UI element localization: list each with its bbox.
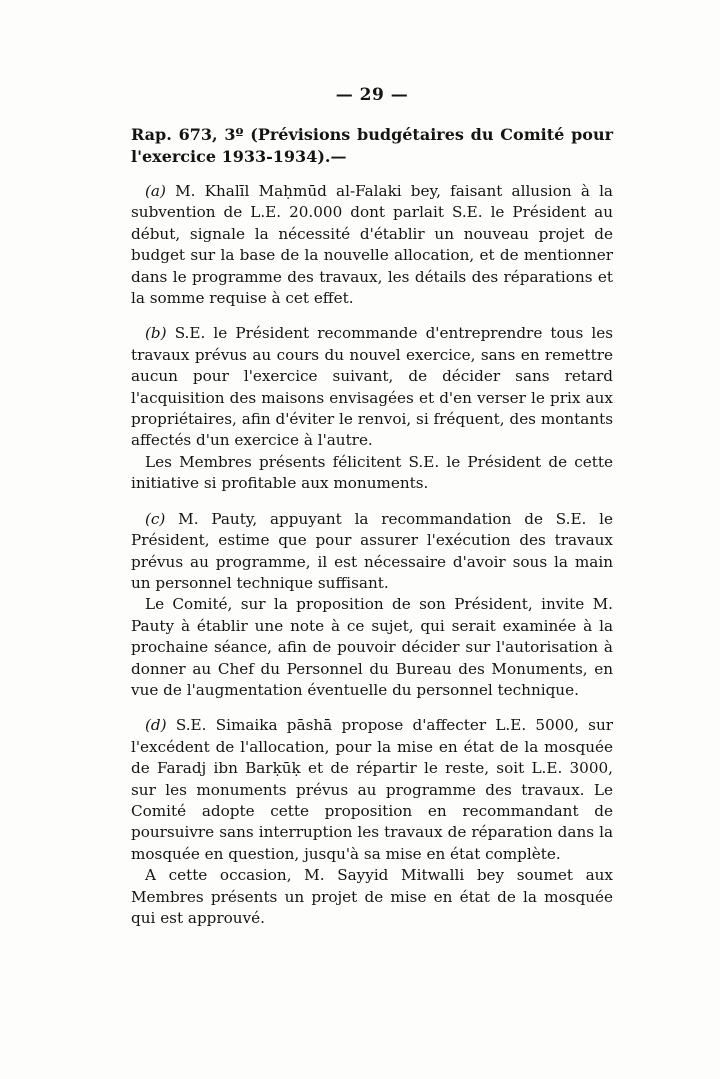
section-heading: Rap. 673, 3º (Prévisions budgétaires du Comité pour l'exercice 1933-1934).— <box>131 125 613 166</box>
paragraph-text: M. Pauty, appuyant la recommandation de S.E. le Président, estime que pour assurer l'exécution des travaux prévus au programme, il est nécessaire d'avoir sous la main un personnel technique suffisant. <box>131 509 613 592</box>
paragraph-label: (b) <box>145 324 167 343</box>
paragraph-b <box>131 323 613 451</box>
paragraph-text: M. Khalīl Maḥmūd al-Falaki bey, faisant allusion à la subvention de L.E. 20.000 dont parlait S.E. le Président au début, signale la nécessité d'établir un nouveau projet de budget sur la base de la nouvelle allocation, et de mentionner dans le programme des travaux, les détails des réparations et la somme requise à cet effet. <box>131 182 613 308</box>
paragraph-label: (d) <box>145 716 167 735</box>
page-number: — 29 — <box>335 85 409 105</box>
paragraph-label: (a) <box>145 182 166 200</box>
paragraph-text: S.E. Simaika pāshā propose d'affecter L.E. 5000, sur l'excédent de l'allocation, pour la mise en état de la mosquée de Faradj ibn Barḳūḳ et de répartir le reste, soit L.E. 3000, sur les monuments prévus au programme des travaux. Le Comité adopte cette proposition en recommandant de poursuivre sans interruption les travaux de réparation dans la mosquée en question, jusqu'à sa mise en état complète. <box>131 716 613 863</box>
paragraph-c <box>131 509 613 595</box>
paragraph-d <box>131 715 613 865</box>
document-page <box>131 84 613 929</box>
paragraph-a <box>131 181 613 309</box>
paragraph-text: S.E. le Président recommande d'entreprendre tous les travaux prévus au cours du nouvel exercice, sans en remettre aucun pour l'exercice suivant, de décider sans retard l'acquisition des maisons envisagées et d'en verser le prix aux propriétaires, afin d'éviter le renvoi, si fréquent, des montants affectés d'un exercice à l'autre. <box>131 324 613 450</box>
paragraph-d-continuation: A cette occasion, M. Sayyid Mitwalli bey soumet aux Membres présents un projet de mise en état de la mosquée qui est approuvé. <box>131 866 613 927</box>
paragraph-label: (c) <box>145 509 166 528</box>
paragraph-b-continuation: Les Membres présents félicitent S.E. le Président de cette initiative si profitable aux monuments. <box>131 452 613 493</box>
paragraph-c-continuation: Le Comité, sur la proposition de son Président, invite M. Pauty à établir une note à ce sujet, qui serait examinée à la prochaine séance, afin de pouvoir décider sur l'autorisation à donner au Chef du Personnel du Bureau des Monuments, en vue de l'augmentation éventuelle du personnel technique. <box>131 595 613 699</box>
